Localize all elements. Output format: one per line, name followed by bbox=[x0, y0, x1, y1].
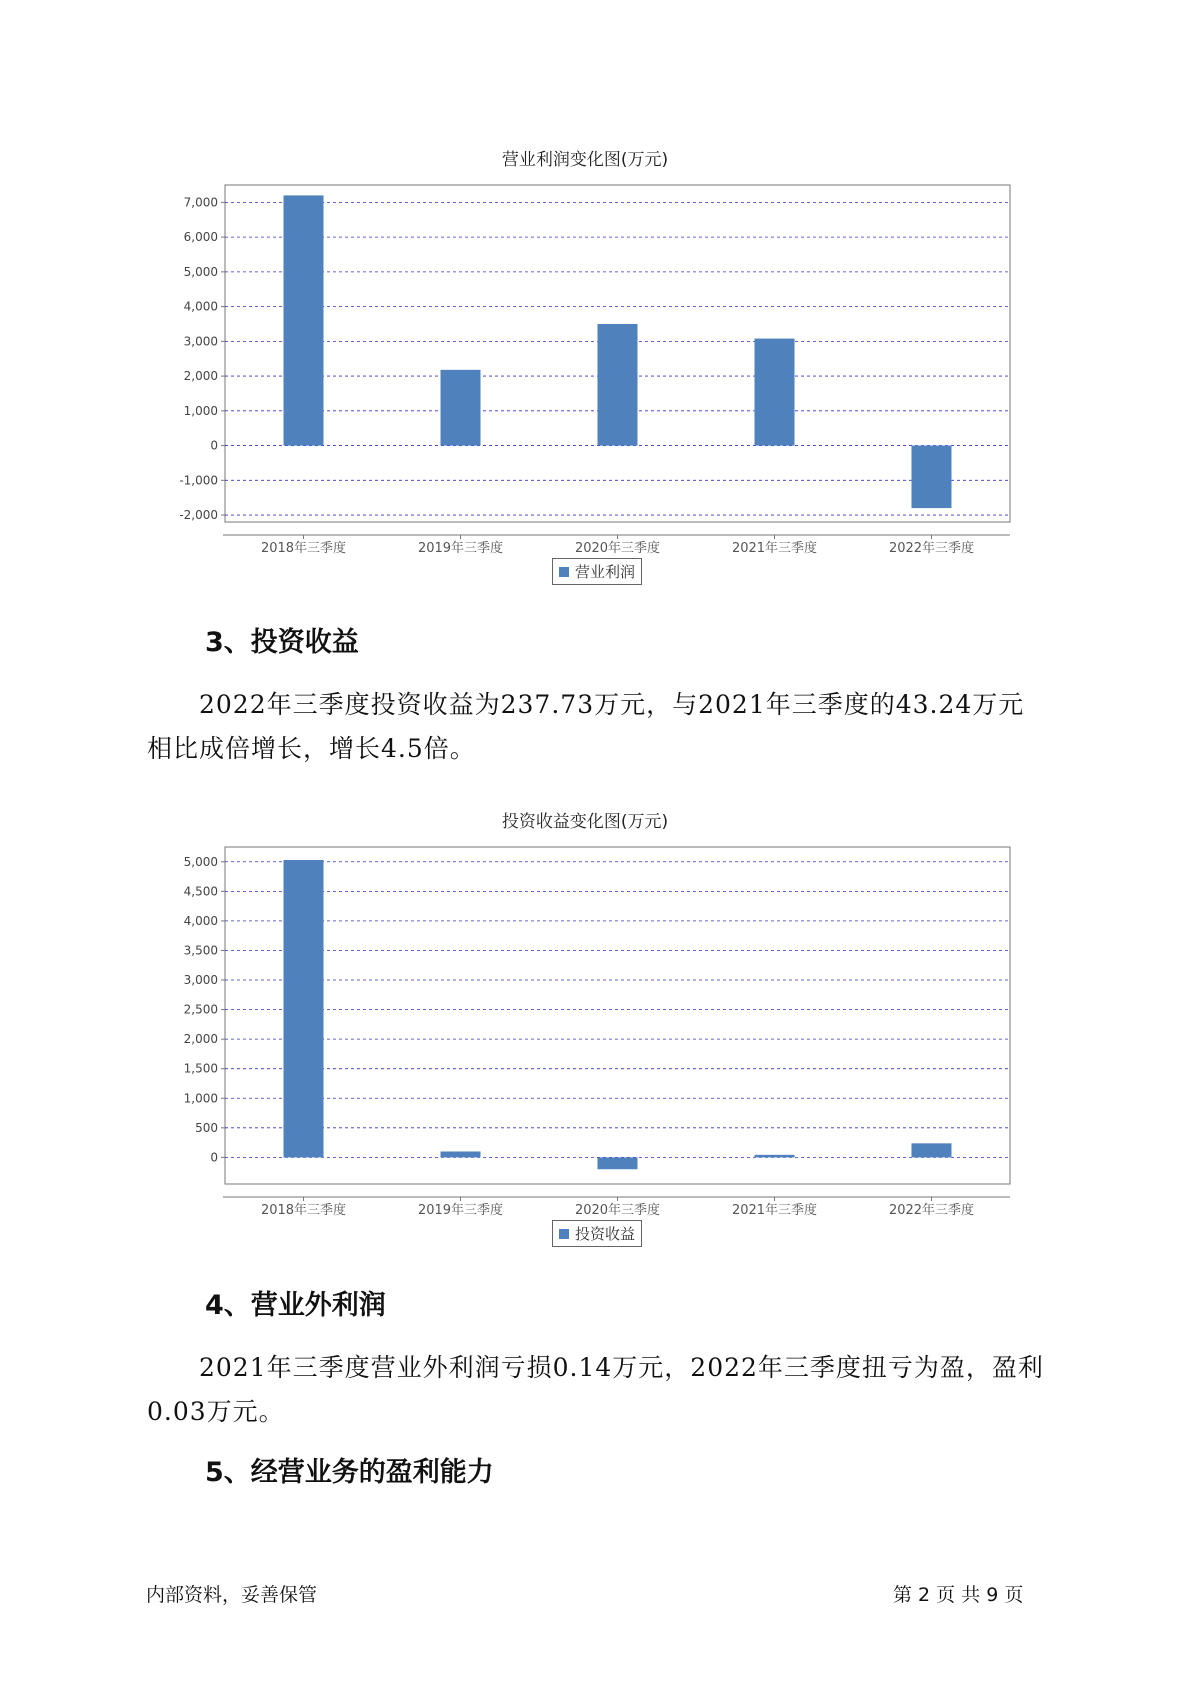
legend-label: 营业利润 bbox=[575, 563, 636, 581]
x-tick-label: 2018年三季度 bbox=[260, 1203, 347, 1218]
bar bbox=[284, 195, 324, 445]
section-3-paragraph: 2022年三季度投资收益为237.73万元，与2021年三季度的43.24万元相比成倍增长，增长4.5倍。 bbox=[147, 690, 1025, 763]
y-tick-label: 1,000 bbox=[183, 403, 218, 418]
chart-legend bbox=[552, 558, 642, 585]
x-tick-label: 2020年三季度 bbox=[574, 1203, 661, 1218]
section-3-heading: 3、投资收益 bbox=[205, 627, 359, 658]
y-tick-label: 5,000 bbox=[183, 854, 218, 869]
x-tick-label: 2019年三季度 bbox=[417, 1203, 504, 1218]
y-tick-label: 2,000 bbox=[183, 1032, 218, 1047]
chart-legend bbox=[552, 1220, 642, 1247]
footer-left: 内部资料，妥善保管 bbox=[146, 1584, 318, 1606]
x-tick-label: 2022年三季度 bbox=[888, 541, 975, 556]
y-tick-label: 1,500 bbox=[183, 1061, 218, 1076]
y-tick-label: 2,000 bbox=[183, 369, 218, 384]
chart-plot bbox=[150, 180, 1020, 600]
bar bbox=[912, 1143, 952, 1157]
footer-page-number: 第 2 页 共 9 页 bbox=[893, 1584, 1024, 1606]
section-5-heading: 5、经营业务的盈利能力 bbox=[205, 1457, 494, 1488]
bar bbox=[284, 860, 324, 1157]
bar bbox=[598, 1157, 638, 1169]
chart-plot bbox=[150, 842, 1020, 1262]
y-tick-label: 6,000 bbox=[183, 230, 218, 245]
y-tick-label: 0 bbox=[210, 438, 218, 453]
y-tick-label: -1,000 bbox=[179, 473, 218, 488]
x-tick-label: 2021年三季度 bbox=[731, 1203, 818, 1218]
plot-area bbox=[225, 847, 1010, 1184]
investment-income-chart bbox=[150, 802, 1020, 1262]
bar bbox=[441, 370, 481, 446]
y-tick-label: 7,000 bbox=[183, 195, 218, 210]
section-4-heading: 4、营业外利润 bbox=[205, 1290, 386, 1321]
bar bbox=[441, 1151, 481, 1157]
y-tick-label: 4,000 bbox=[183, 299, 218, 314]
y-tick-label: 4,500 bbox=[183, 884, 218, 899]
y-tick-label: 3,500 bbox=[183, 943, 218, 958]
legend-swatch bbox=[559, 567, 569, 577]
chart-title: 营业利润变化图(万元) bbox=[501, 150, 669, 170]
y-tick-label: 0 bbox=[210, 1150, 218, 1165]
y-tick-label: 3,000 bbox=[183, 973, 218, 988]
section-4-paragraph: 2021年三季度营业外利润亏损0.14万元，2022年三季度扭亏为盈，盈利0.03万元。 bbox=[147, 1353, 1044, 1426]
chart-title: 投资收益变化图(万元) bbox=[501, 812, 669, 832]
bar bbox=[598, 324, 638, 446]
y-tick-label: -2,000 bbox=[179, 508, 218, 523]
x-tick-label: 2019年三季度 bbox=[417, 541, 504, 556]
x-tick-label: 2022年三季度 bbox=[888, 1203, 975, 1218]
bar bbox=[755, 339, 795, 446]
x-tick-label: 2021年三季度 bbox=[731, 541, 818, 556]
y-tick-label: 4,000 bbox=[183, 913, 218, 928]
legend-swatch bbox=[559, 1229, 569, 1239]
x-tick-label: 2020年三季度 bbox=[574, 541, 661, 556]
y-tick-label: 2,500 bbox=[183, 1002, 218, 1017]
bar bbox=[912, 446, 952, 509]
bar bbox=[755, 1155, 795, 1158]
y-tick-label: 3,000 bbox=[183, 334, 218, 349]
y-tick-label: 500 bbox=[195, 1120, 218, 1135]
y-tick-label: 1,000 bbox=[183, 1091, 218, 1106]
legend-label: 投资收益 bbox=[575, 1225, 636, 1243]
x-tick-label: 2018年三季度 bbox=[260, 541, 347, 556]
operating-profit-chart bbox=[150, 140, 1020, 600]
y-tick-label: 5,000 bbox=[183, 264, 218, 279]
